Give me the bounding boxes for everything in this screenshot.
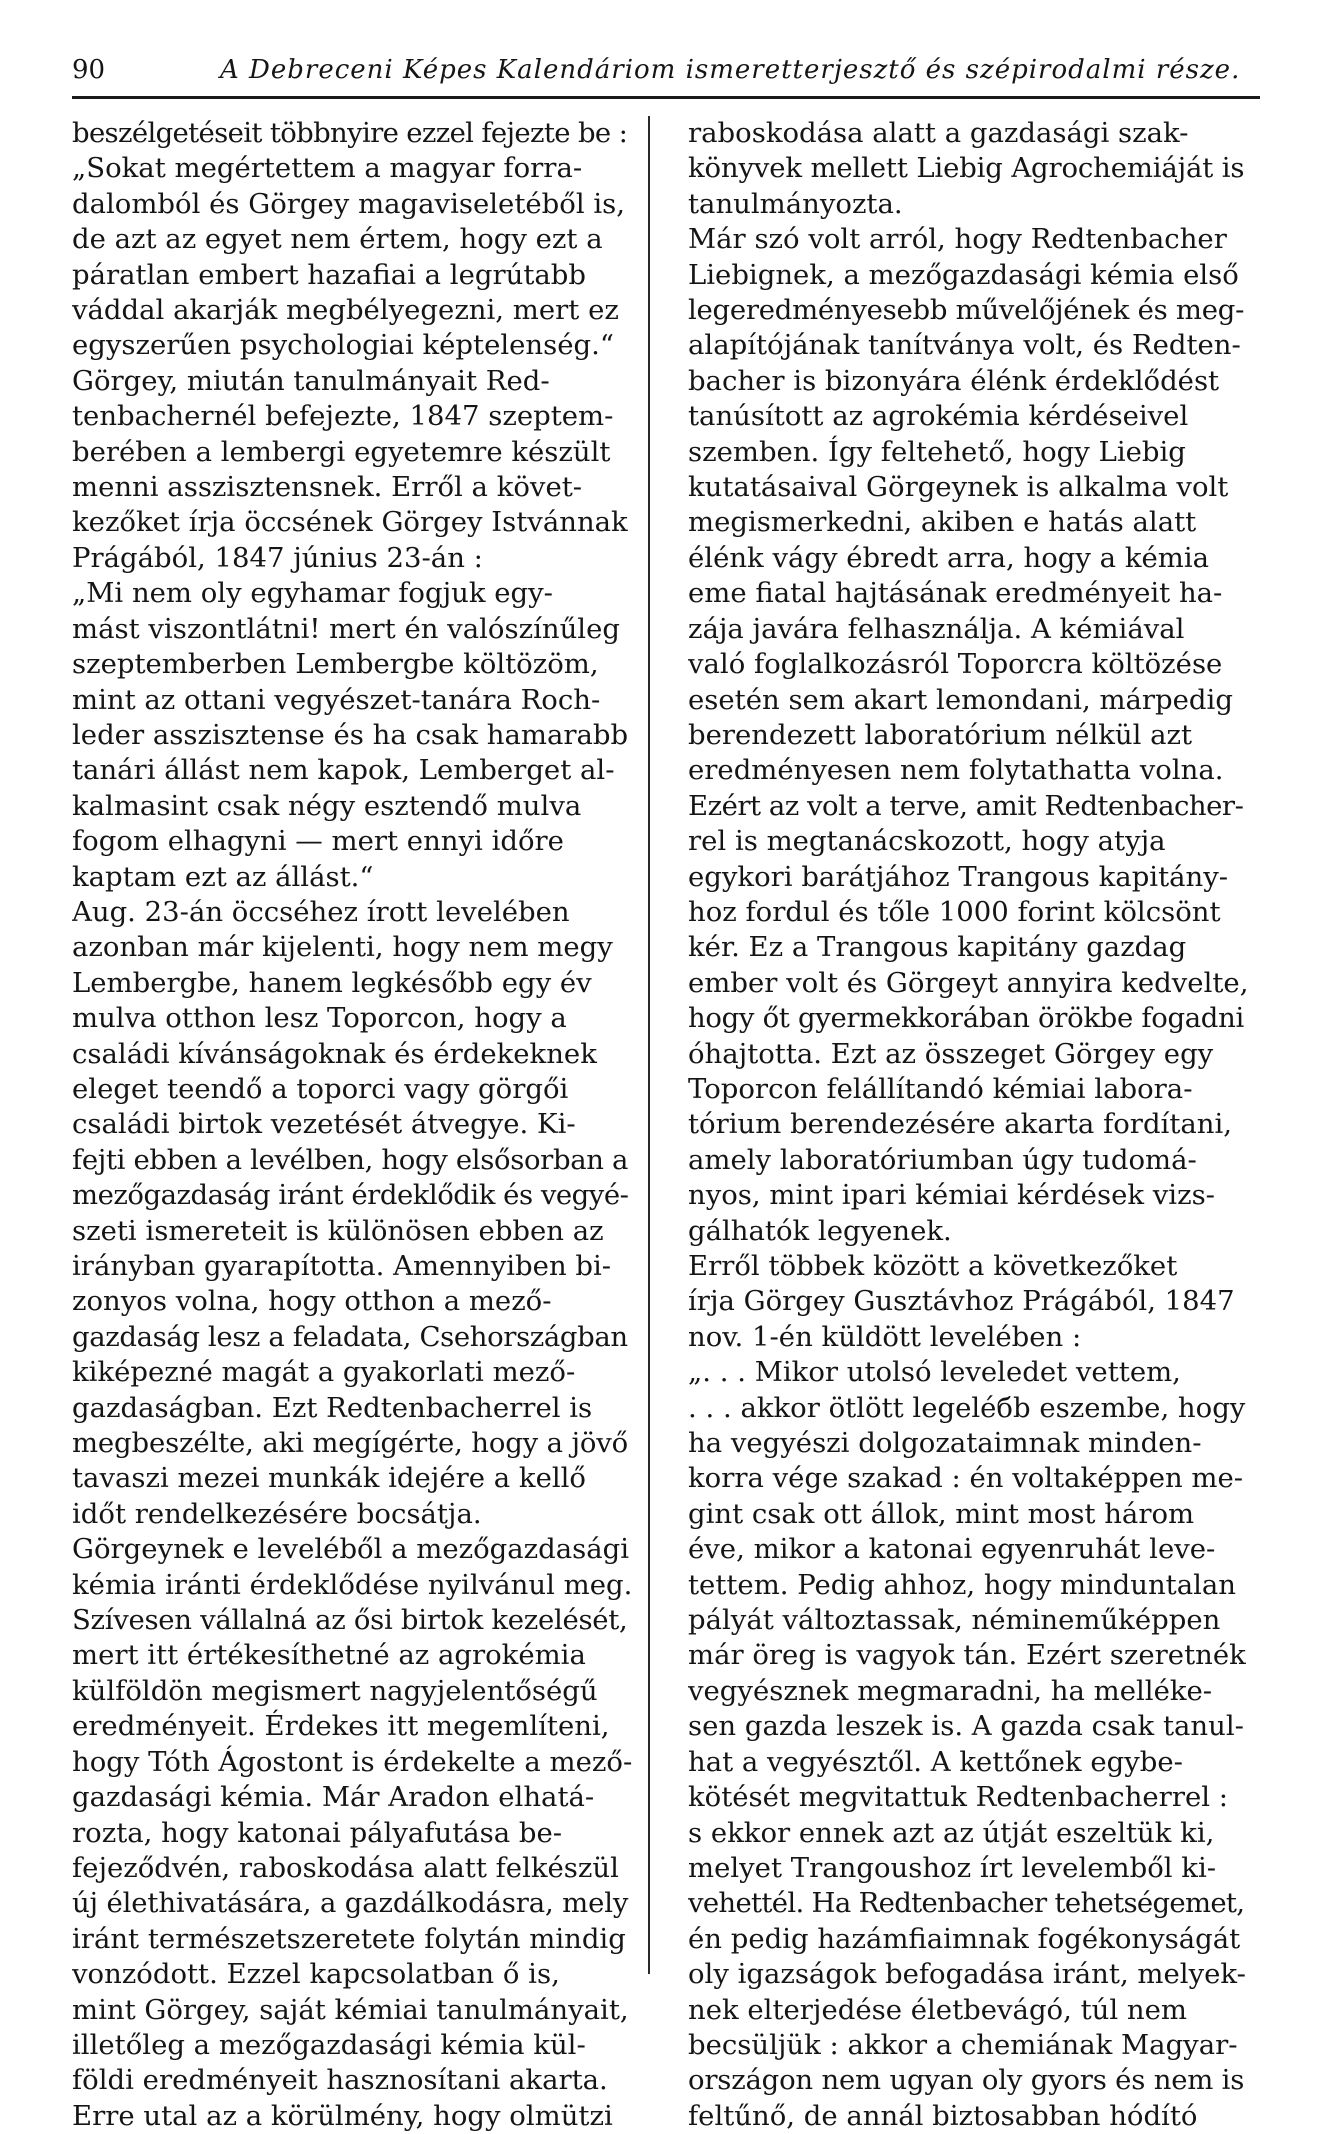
text-line: nek elterjedése életbevágó, túl nem: [688, 1993, 1187, 2026]
text-line: eredményeit. Érdekes itt megemlíteni,: [72, 1710, 610, 1743]
text-line: rel is megtanácskozott, hogy atyja: [688, 825, 1166, 858]
text-line: Liebignek, a mezőgazdasági kémia első: [688, 258, 1239, 291]
text-line: már öreg is vagyok tán. Ezért szeretnék: [688, 1639, 1246, 1672]
text-line: nyos, mint ipari kémiai kérdések vizs-: [688, 1179, 1215, 1212]
text-line: s ekkor ennek azt az útját eszeltük ki,: [688, 1816, 1215, 1849]
text-line: menni asszisztensnek. Erről a követ-: [72, 471, 583, 504]
text-line: kalmasint csak négy esztendő mulva: [72, 789, 582, 822]
text-line: hoz fordul és tőle 1000 forint kölcsönt: [688, 895, 1221, 928]
text-line: „. . . Mikor utolsó leveledet vettem,: [688, 1356, 1181, 1389]
text-line: szemben. Így feltehető, hogy Liebig: [688, 435, 1186, 468]
text-line: melyet Trangoushoz írt levelemből ki-: [688, 1851, 1217, 1884]
text-line: irányban gyarapította. Amennyiben bi-: [72, 1250, 612, 1282]
text-line: kaptam ezt az állást.“: [72, 860, 374, 893]
text-line: Erre utal az a körülmény, hogy olmützi: [72, 2099, 613, 2132]
text-line: egykori barátjához Trangous kapitány-: [688, 860, 1229, 893]
text-line: fejeződvén, raboskodása alatt felkészül: [72, 1851, 619, 1884]
text-line: berendezett laboratórium nélkül azt: [688, 718, 1193, 751]
text-line: tanári állást nem kapok, Lemberget al-: [72, 754, 615, 787]
text-line: oly igazságok befogadása iránt, melyek-: [688, 1958, 1246, 1991]
text-line: becsüljük : akkor a chemiának Magyar-: [688, 2028, 1238, 2061]
text-line: sen gazda leszek is. A gazda csak tanul-: [688, 1710, 1244, 1743]
text-line: ember volt és Görgeyt annyira kedvelte,: [688, 966, 1248, 999]
text-line: fejti ebben a levélben, hogy elsősorban a: [72, 1143, 629, 1176]
text-line: földi eredményeit hasznosítani akarta.: [72, 2064, 608, 2097]
text-line: új élethivatására, a gazdálkodásra, mely: [72, 1887, 629, 1920]
text-line: egyszerűen psychologiai képtelenség.“: [72, 329, 614, 362]
text-line: hat a vegyésztől. A kettőnek egybe-: [688, 1745, 1183, 1778]
text-line: mezőgazdaság iránt érdeklődik és vegyé-: [72, 1179, 629, 1212]
text-line: Ezért az volt a terve, amit Redtenbacher-: [688, 789, 1244, 822]
text-line: nov. 1-én küldött levelében :: [688, 1320, 1082, 1353]
text-line: alapítójának tanítványa volt, és Redten-: [688, 329, 1241, 362]
text-line: beszélgetéseit többnyire ezzel fejezte be :: [72, 117, 628, 149]
text-line: gazdasági kémia. Már Aradon elhatá-: [72, 1781, 595, 1814]
text-line: külföldön megismert nagyjelentőségű: [72, 1674, 598, 1707]
text-line: én pedig hazámfiaimnak fogékonyságát: [688, 1922, 1241, 1955]
text-line: Szívesen vállalná az ősi birtok kezelését,: [72, 1604, 628, 1637]
text-line: Aug. 23-án öccséhez írott levelében: [72, 895, 570, 928]
text-line: kutatásaival Görgeynek is alkalma volt: [688, 471, 1229, 504]
text-line: éve, mikor a katonai egyenruhát leve-: [688, 1533, 1216, 1566]
text-line: gálhatók legyenek.: [688, 1214, 952, 1247]
text-line: berében a lembergi egyetemre készült: [72, 435, 611, 468]
text-line: illetőleg a mezőgazdasági kémia kül-: [72, 2028, 586, 2061]
text-line: való foglalkozásról Toporcra költözése: [688, 648, 1223, 681]
text-line: . . . akkor ötlött legeléбb eszembe, hogy: [688, 1391, 1246, 1424]
text-line: feltűnő, de annál biztosabban hódító: [688, 2099, 1198, 2132]
text-line: tettem. Pedig ahhoz, hogy minduntalan: [688, 1568, 1236, 1601]
text-line: eredményesen nem folytathatta volna.: [688, 754, 1224, 787]
text-line: mást viszontlátni! mert én valószínűleg: [72, 612, 620, 645]
page-number: 90: [72, 55, 106, 85]
text-line: eleget teendő a toporci vagy görgői: [72, 1072, 569, 1105]
text-line: fogom elhagyni — mert ennyi időre: [72, 825, 564, 858]
text-line: korra vége szakad : én voltaképpen me-: [688, 1462, 1244, 1495]
text-line: „Sokat megértettem a magyar forra-: [72, 152, 583, 185]
text-line: legeredményesebb művelőjének és meg-: [688, 294, 1245, 327]
text-line: élénk vágy ébredt arra, hogy a kémia: [688, 541, 1210, 574]
text-line: írja Görgey Gusztávhoz Prágából, 1847: [688, 1285, 1235, 1318]
text-line: gint csak ott állok, mint most három: [688, 1497, 1195, 1530]
text-line: zonyos volna, hogy otthon a mező-: [72, 1285, 552, 1318]
text-line: ha vegyészi dolgozataimnak minden-: [688, 1427, 1202, 1460]
text-line: könyvek mellett Liebig Agrochemiáját is: [688, 152, 1245, 185]
text-line: mulva otthon lesz Toporcon, hogy a: [72, 1002, 567, 1035]
text-line: rozta, hogy katonai pályafutása be-: [72, 1816, 563, 1849]
page-header: [72, 50, 1260, 100]
text-line: tórium berendezésére akarta fordítani,: [688, 1108, 1233, 1141]
text-line: tavaszi mezei munkák idejére a kellő: [72, 1462, 586, 1495]
text-line: vehettél. Ha Redtenbacher tehetségemet,: [688, 1887, 1245, 1920]
text-line: páratlan embert hazafiai a legrútabb: [72, 258, 586, 291]
text-line: Erről többek között a következőket: [688, 1250, 1178, 1282]
text-line: mint Görgey, saját kémiai tanulmányait,: [72, 1993, 629, 2026]
text-line: Görgey, miután tanulmányait Red-: [72, 364, 550, 397]
text-line: tanúsított az agrokémia kérdéseivel: [688, 400, 1189, 433]
text-line: hogy őt gyermekkorában örökbe fogadni: [688, 1002, 1244, 1035]
text-line: Toporcon felállítandó kémiai labora-: [688, 1072, 1193, 1105]
text-line: családi kívánságoknak és érdekeknek: [72, 1037, 597, 1070]
text-line: iránt természetszeretete folytán mindig: [72, 1922, 626, 1955]
text-line: kiképezné magát a gyakorlati mező-: [72, 1356, 576, 1389]
text-line: vegyésznek megmaradni, ha melléke-: [688, 1674, 1213, 1707]
text-line: váddal akarják megbélyegezni, mert ez: [72, 294, 619, 327]
text-line: mert itt értékesíthetné az agrokémia: [72, 1639, 586, 1672]
text-line: eme fiatal hajtásának eredményeit ha-: [688, 577, 1223, 610]
text-line: kezőket írja öccsének Görgey Istvánnak: [72, 506, 628, 539]
text-line: de azt az egyet nem értem, hogy ezt a: [72, 223, 603, 256]
text-line: óhajtotta. Ezt az összeget Görgey egy: [688, 1037, 1214, 1070]
text-line: esetén sem akart lemondani, márpedig: [688, 683, 1233, 716]
column-divider: [648, 116, 650, 1974]
text-line: dalomból és Görgey magaviseletéből is,: [72, 187, 626, 220]
text-line: Görgeynek e leveléből a mezőgazdasági: [72, 1533, 630, 1566]
text-line: bacher is bizonyára élénk érdeklődést: [688, 364, 1220, 397]
text-line: szeptemberben Lembergbe költözöm,: [72, 648, 599, 681]
left-column: [72, 116, 632, 2134]
header-rule: [72, 96, 1260, 99]
text-line: tenbachernél befejezte, 1847 szeptem-: [72, 400, 614, 433]
text-line: gazdaságban. Ezt Redtenbacherrel is: [72, 1391, 593, 1424]
text-line: raboskodása alatt a gazdasági szak-: [688, 117, 1189, 149]
right-column: [688, 116, 1248, 2134]
text-line: időt rendelkezésére bocsátja.: [72, 1497, 482, 1530]
text-line: kér. Ez a Trangous kapitány gazdag: [688, 931, 1187, 964]
text-line: kötését megvitattuk Redtenbacherrel :: [688, 1781, 1229, 1814]
text-line: gazdaság lesz a feladata, Csehországban: [72, 1320, 628, 1353]
text-line: szeti ismereteit is különösen ebben az: [72, 1214, 604, 1247]
text-line: Már szó volt arról, hogy Redtenbacher: [688, 223, 1227, 256]
text-line: vonzódott. Ezzel kapcsolatban ő is,: [72, 1958, 560, 1991]
text-line: „Mi nem oly egyhamar fogjuk egy-: [72, 577, 553, 610]
text-line: azonban már kijelenti, hogy nem megy: [72, 931, 613, 964]
text-line: zája javára felhasználja. A kémiával: [688, 612, 1185, 645]
text-line: Prágából, 1847 június 23-án :: [72, 541, 483, 574]
text-line: amely laboratóriumban úgy tudomá-: [688, 1143, 1197, 1176]
text-line: családi birtok vezetését átvegye. Ki-: [72, 1108, 576, 1141]
text-line: országon nem ugyan oly gyors és nem is: [688, 2064, 1245, 2097]
text-line: megbeszélte, aki megígérte, hogy a jövő: [72, 1427, 629, 1460]
text-line: mint az ottani vegyészet-tanára Roch-: [72, 683, 601, 716]
text-line: leder asszisztense és ha csak hamarabb: [72, 718, 629, 751]
text-line: Lembergbe, hanem legkésőbb egy év: [72, 966, 592, 999]
text-line: kémia iránti érdeklődése nyilvánul meg.: [72, 1568, 632, 1601]
text-line: tanulmányozta.: [688, 187, 903, 220]
text-line: hogy Tóth Ágostont is érdekelte a mező-: [72, 1745, 632, 1778]
running-title: A Debreceni Képes Kalendáriom ismeretterjesztő és szépirodalmi része.: [220, 55, 1241, 85]
text-line: megismerkedni, akiben e hatás alatt: [688, 506, 1197, 539]
text-line: pályát változtassak, némineműképpen: [688, 1604, 1221, 1637]
